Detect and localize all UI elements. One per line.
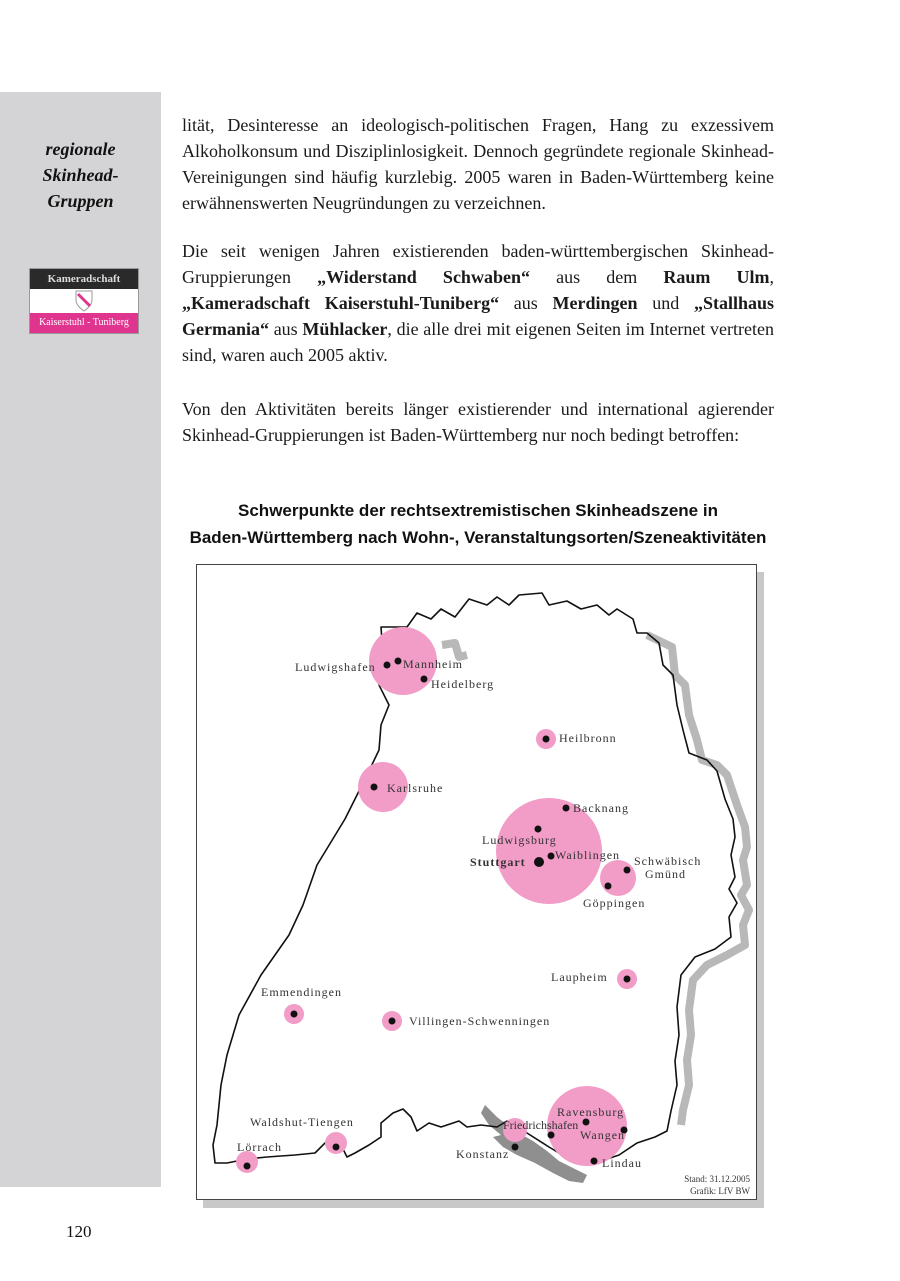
label-konstanz: Konstanz (456, 1147, 510, 1161)
map-note-date: Stand: 31.12.2005 (684, 1174, 750, 1184)
p2-text: aus (499, 293, 553, 313)
dot-ludwigsburg (535, 826, 542, 833)
map-canvas (197, 565, 758, 1201)
dot-konstanz (512, 1144, 519, 1151)
p2-text: , (769, 267, 775, 287)
page-number: 120 (66, 1222, 92, 1241)
label-waldshut: Waldshut-Tiengen (250, 1115, 354, 1129)
highlight-schwaebisch-gmuend (600, 860, 636, 896)
paragraph-2 (182, 238, 774, 368)
sidebar-heading-line: Gruppen (47, 191, 114, 211)
label-mannheim: Mannheim (403, 657, 463, 671)
map-title (182, 497, 774, 551)
label-villingen: Villingen-Schwenningen (409, 1014, 551, 1028)
label-ludwigshafen: Ludwigshafen (295, 660, 376, 674)
map-source-note (684, 1173, 750, 1197)
border-shadow (442, 635, 749, 1125)
dot-waiblingen (548, 853, 555, 860)
dot-lindau (591, 1158, 598, 1165)
label-heidelberg: Heidelberg (431, 677, 495, 691)
group-kameradschaft-kaiserstuhl: „Kameradschaft Kaiserstuhl-Tuniberg“ (182, 293, 500, 313)
dot-schwaebisch-gmuend (624, 867, 631, 874)
p2-text: und (637, 293, 694, 313)
map-frame (196, 564, 757, 1200)
place-raum-ulm: Raum Ulm (663, 267, 770, 287)
dot-heidelberg (421, 676, 428, 683)
label-backnang: Backnang (573, 801, 629, 815)
highlight-group (236, 627, 637, 1173)
highlight-waldshut (325, 1132, 347, 1154)
p2-text: aus dem (529, 267, 664, 287)
label-goeppingen: Göppingen (583, 896, 646, 910)
group-stallhaus-germania: „Stallhaus Germania“ (182, 293, 775, 339)
label-emmendingen: Emmendingen (261, 985, 342, 999)
emblem-bottom-text: Kaiserstuhl - Tuniberg (30, 313, 138, 333)
sidebar-heading-line: regionale (45, 139, 116, 159)
map-title-line: Schwerpunkte der rechtsextremistischen Skinheadszene in (238, 501, 718, 520)
label-laupheim: Laupheim (551, 970, 608, 984)
p2-text: , die alle drei mit eigenen Seiten im Internet vertreten sind, waren auch 2005 aktiv. (182, 319, 774, 365)
label-friedrichshafen: Friedrichshafen (503, 1118, 579, 1132)
label-ludwigsburg: Ludwigsburg (482, 833, 557, 847)
label-schwaebisch-gmuend: Schwäbisch (634, 854, 702, 868)
place-muehlacker: Mühlacker (302, 319, 388, 339)
label-wangen: Wangen (580, 1128, 626, 1142)
emblem-top-text: Kameradschaft (30, 269, 138, 289)
dot-ludwigshafen (384, 662, 391, 669)
label-heilbronn: Heilbronn (559, 731, 617, 745)
label-loerrach: Lörrach (237, 1140, 282, 1154)
paragraph-3: Von den Aktivitäten bereits länger existierender und international agierender Skinhead-Gruppierungen ist Baden-Württemberg nur noch bedingt betroffen: (182, 399, 774, 445)
dot-villingen (389, 1018, 396, 1025)
p2-text: Die seit wenigen Jahren existierenden baden-württembergischen Skinhead-Gruppierungen (182, 241, 774, 287)
group-widerstand-schwaben: „Widerstand Schwaben“ (317, 267, 530, 287)
dot-emmendingen (291, 1011, 298, 1018)
label-lindau: Lindau (602, 1156, 642, 1170)
map-title-line: Baden-Württemberg nach Wohn-, Veranstaltungsorten/Szeneaktivitäten (189, 528, 767, 547)
dot-backnang (563, 805, 570, 812)
dot-karlsruhe (371, 784, 378, 791)
label-schwaebisch-gmuend-2: Gmünd (645, 867, 686, 881)
place-merdingen: Merdingen (552, 293, 638, 313)
dot-mannheim (395, 658, 402, 665)
paragraph-1: lität, Desinteresse an ideologisch-politischen Fragen, Hang zu exzessivem Alkoholkonsum und Disziplinlosigkeit. Dennoch gegründete regionale Skinhead-Vereinigungen sind häufig kurzlebig. 2005 waren in Baden-Württemberg keine erwähnenswerten Neugründungen zu verzeichnen. (182, 115, 774, 213)
sidebar-heading-line: Skinhead- (42, 165, 119, 185)
sidebar-heading (0, 136, 161, 214)
dot-stuttgart (534, 857, 544, 867)
sidebar (0, 92, 161, 1187)
emblem-shield-icon (30, 289, 138, 313)
label-ravensburg: Ravensburg (557, 1105, 625, 1119)
map-note-credit: Grafik: LfV BW (690, 1186, 750, 1196)
dot-goeppingen (605, 883, 612, 890)
p2-text: aus (269, 319, 303, 339)
label-karlsruhe: Karlsruhe (387, 781, 444, 795)
kameradschaft-emblem (29, 268, 139, 334)
label-stuttgart: Stuttgart (470, 855, 526, 869)
dot-waldshut (333, 1144, 340, 1151)
dot-loerrach (244, 1163, 251, 1170)
dot-laupheim (624, 976, 631, 983)
dot-heilbronn (543, 736, 550, 743)
label-waiblingen: Waiblingen (555, 848, 621, 862)
